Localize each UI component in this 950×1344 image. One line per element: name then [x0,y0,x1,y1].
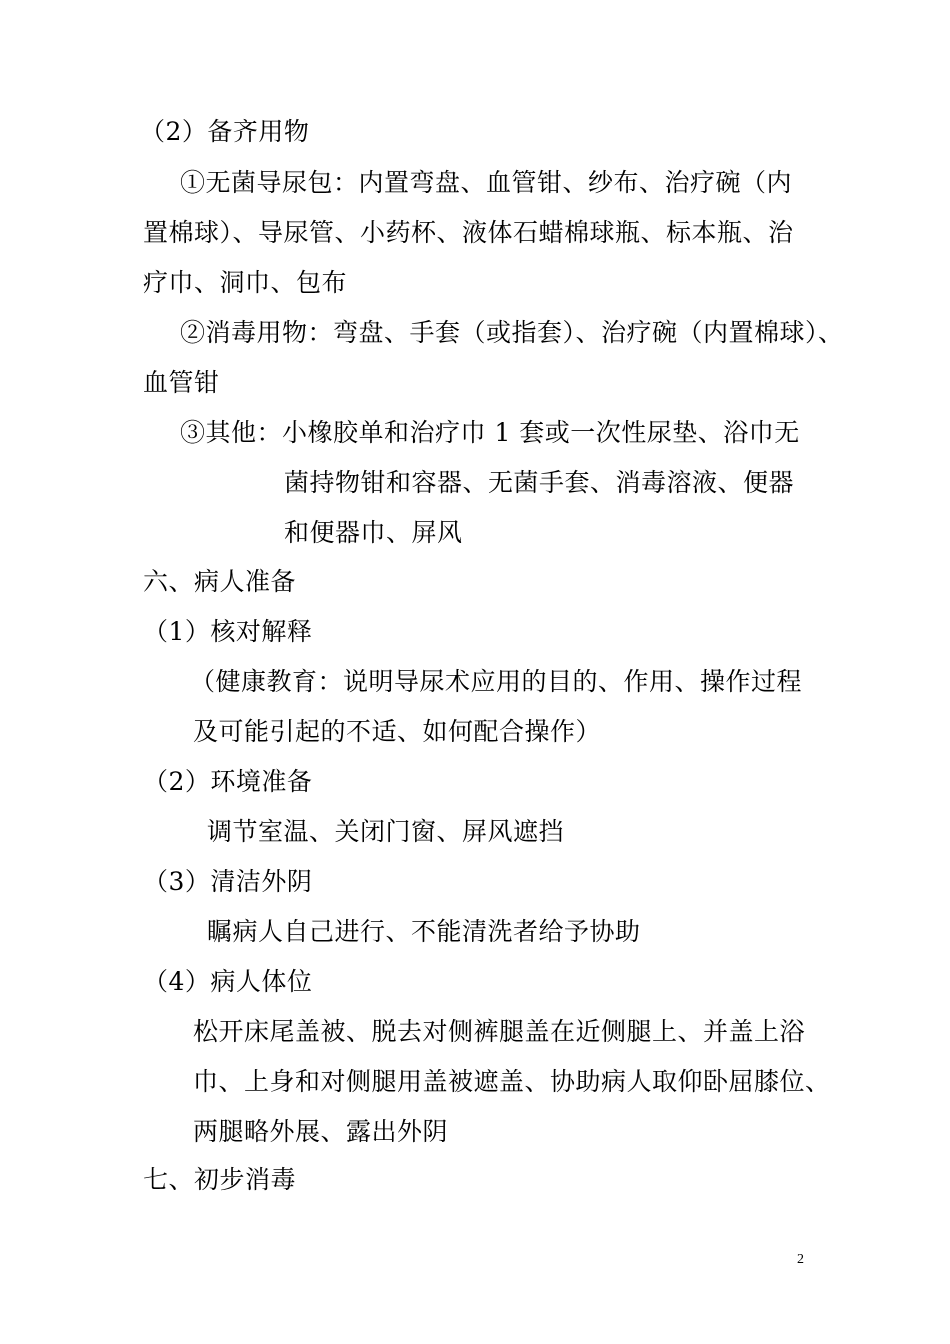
section-heading-initial-disinfection: 七、初步消毒 [143,1165,297,1194]
paragraph-line: ①无菌导尿包：内置弯盘、血管钳、纱布、治疗碗（内 [180,168,793,197]
paragraph-line: ③其他：小橡胶单和治疗巾 1 套或一次性尿垫、浴巾无 [180,418,800,447]
paragraph-line: 两腿略外展、露出外阴 [193,1117,449,1146]
paragraph-line: 及可能引起的不适、如何配合操作） [193,717,602,746]
paragraph-line: ②消毒用物：弯盘、手套（或指套）、治疗碗（内置棉球）、 [180,318,844,347]
paragraph-line: 和便器巾、屏风 [284,518,463,547]
page-number: 2 [797,1252,804,1267]
subheading-prepare-supplies: （2）备齐用物 [140,117,310,146]
paragraph-line: （健康教育：说明导尿术应用的目的、作用、操作过程 [190,667,803,696]
paragraph-line: 松开床尾盖被、脱去对侧裤腿盖在近侧腿上、并盖上浴 [193,1017,806,1046]
paragraph-line: 血管钳 [143,368,220,397]
subheading-clean-perineum: （3）清洁外阴 [143,867,313,896]
paragraph-line: 置棉球）、导尿管、小药杯、液体石蜡棉球瓶、标本瓶、治 [143,218,794,247]
subheading-environment: （2）环境准备 [143,767,313,796]
paragraph-line: 巾、上身和对侧腿用盖被遮盖、协助病人取仰卧屈膝位、 [193,1067,831,1096]
paragraph-line: 调节室温、关闭门窗、屏风遮挡 [207,817,565,846]
paragraph-line: 瞩病人自己进行、不能清洗者给予协助 [207,917,641,946]
section-heading-patient-prep: 六、病人准备 [143,567,297,596]
subheading-verify-explain: （1）核对解释 [143,617,313,646]
paragraph-line: 菌持物钳和容器、无菌手套、消毒溶液、便器 [284,468,795,497]
paragraph-line: 疗巾、洞巾、包布 [143,268,348,297]
subheading-patient-position: （4）病人体位 [143,967,313,996]
